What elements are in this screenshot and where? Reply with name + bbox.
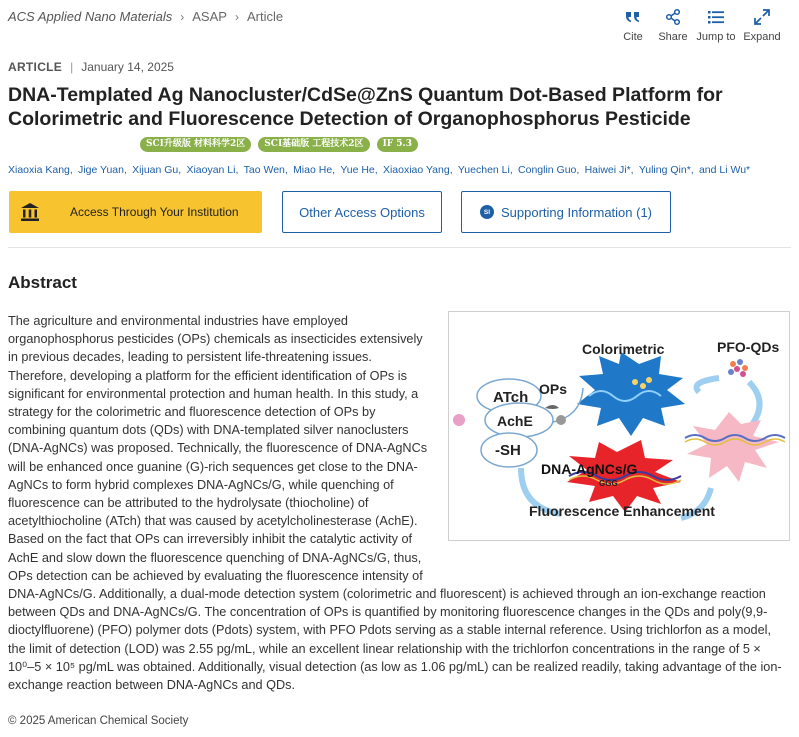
toc-label-fluorescence: Fluorescence Enhancement [529, 503, 715, 519]
author-link[interactable]: Conglin Guo, [518, 164, 580, 176]
author-link[interactable]: Yue He, [340, 164, 378, 176]
breadcrumb-chevron-icon: › [234, 9, 239, 24]
quote-icon [624, 8, 642, 26]
author-link[interactable]: Miao He, [293, 164, 336, 176]
jump-to-label: Jump to [696, 31, 736, 43]
toc-label-ops: OPs [539, 381, 568, 397]
badge-sci-upgrade: SCI升级版 材料科学2区 [140, 137, 251, 152]
share-icon [664, 8, 682, 26]
cite-button[interactable] [613, 8, 653, 43]
toc-label-ache: AchE [497, 413, 533, 429]
cloud-grey-icon [556, 415, 566, 425]
pink-burst-icon [687, 412, 779, 482]
author-link[interactable]: Haiwei Ji*, [584, 164, 634, 176]
article-type: ARTICLE [8, 60, 63, 74]
toc-label-atch: ATch [493, 389, 529, 406]
badge-sci-basic: SCI基础版 工程技术2区 [258, 137, 369, 152]
expand-button[interactable] [739, 8, 785, 43]
breadcrumb-journal[interactable]: ACS Applied Nano Materials [8, 9, 173, 24]
toc-figure-svg [449, 312, 790, 541]
jump-to-button[interactable] [693, 8, 739, 43]
share-button[interactable] [653, 8, 693, 43]
toc-graphic[interactable] [448, 311, 790, 541]
article-tools [613, 8, 785, 43]
toc-label-colorimetric: Colorimetric [582, 341, 665, 357]
list-icon [707, 8, 725, 26]
abstract-heading: Abstract [8, 273, 77, 292]
other-access-label: Other Access Options [299, 204, 425, 220]
author-link[interactable]: Xiaoyan Li, [186, 164, 239, 176]
author-link[interactable]: Tao Wen, [243, 164, 288, 176]
enzyme-icon [453, 414, 465, 426]
author-link[interactable]: Xiaoxia Kang, [8, 164, 73, 176]
meta-divider: | [70, 60, 74, 74]
supporting-information-button[interactable] [461, 191, 671, 233]
other-access-options-button[interactable] [282, 191, 442, 233]
ops-bird-icon [545, 405, 559, 409]
breadcrumb [8, 9, 283, 24]
author-link[interactable]: Yuechen Li, [457, 164, 513, 176]
author-link[interactable]: and Li Wu* [698, 164, 751, 176]
section-divider [8, 247, 791, 248]
copyright-notice: © 2025 American Chemical Society [8, 715, 189, 727]
breadcrumb-section[interactable]: ASAP [192, 9, 227, 24]
toc-label-pfo-qds: PFO-QDs [717, 339, 780, 355]
cite-label: Cite [623, 31, 643, 43]
toc-label-sh: -SH [495, 442, 521, 459]
access-institution-label: Access Through Your Institution [70, 205, 239, 219]
author-link[interactable]: Jige Yuan, [78, 164, 127, 176]
article-meta [8, 60, 174, 74]
si-icon: SI [480, 205, 494, 219]
expand-label: Expand [743, 31, 781, 43]
toc-label-dna-agncs: DNA-AgNCs/G [541, 461, 638, 477]
access-institution-button[interactable] [9, 191, 262, 233]
expand-icon [753, 8, 771, 26]
breadcrumb-chevron-icon: › [180, 9, 185, 24]
author-link[interactable]: Xijuan Gu, [132, 164, 182, 176]
journal-badges [140, 137, 425, 152]
institution-icon [20, 202, 40, 222]
top-bar [8, 6, 791, 46]
author-link[interactable]: Xiaoxiao Yang, [382, 164, 453, 176]
breadcrumb-current: Article [246, 9, 284, 24]
abstract-text: The agriculture and environmental industries have employed organophosphorus pesticides (OPs) chemicals as insecticides extensively in previous decades, leading to persistent life-threatening issues. Therefore, developing a platform for the efficient identification of OPs is significant for environmental protection and human health. In this study, a strategy for the colorimetric and fluorescence detection of OPs by combining quantum dots (QDs) with DNA-templated silver nanoclusters (DNA-AgNCs) was proposed. Technically, the fluorescence of DNA-AgNCs will be enhanced once guanine (G)-rich sequences get close to the DNA-AgNCs to form hybrid complexes DNA-AgNCs/G, while quenching of fluorescence can be attributed to the hydrolysate (thiocholine) of acetylthiocholine (ATch) that was caused by acetylcholinesterase (AchE). Based on the fact that OPs can irreversibly inhibit the catalytic activity of AchE and slow down the fluorescence quenching of DNA-AgNCs/G, thus, OPs detection can be achieved by evaluating the fluorescence intensity of DNA-AgNCs/G. Additionally, a dual-mode detection system (colorimetric and fluorescent) is achieved through an ion-exchange reaction between QDs and DNA-AgNCs/G. The concentration of OPs is quantified by monitoring fluorescence changes in the QDs and poly(9,9-dioctylfluorene) (PFO) polymer dots (Pdots) system, with PFO Pdots serving as a stable internal reference. Using trichlorfon as a model, the limit of detection (LOD) was 2.55 pg/mL, while an excellent linear relationship with the trichlorfon concentrations in the range of 5 × 10⁰–5 × 10⁵ pg/mL was obtained. Additionally, visual detection (as low as 1.06 pg/mL) can be realized readily, taking advantage of the ion-exchange reaction between DNA-AgNCs and QDs. [8, 314, 782, 693]
pfo-qds-dots-icon [728, 359, 748, 377]
article-title: DNA-Templated Ag Nanocluster/CdSe@ZnS Quantum Dot-Based Platform for Colorimetric and Fluorescence Detection of Organophosphorus Pesticide [8, 84, 723, 130]
badge-impact-factor: IF 5.3 [377, 137, 418, 152]
publication-date: January 14, 2025 [81, 60, 174, 74]
toc-label-ggg: GGG [599, 479, 618, 488]
author-list [8, 164, 793, 176]
share-label: Share [658, 31, 688, 43]
author-link[interactable]: Yuling Qin*, [638, 164, 694, 176]
supporting-information-label: Supporting Information (1) [500, 204, 653, 220]
